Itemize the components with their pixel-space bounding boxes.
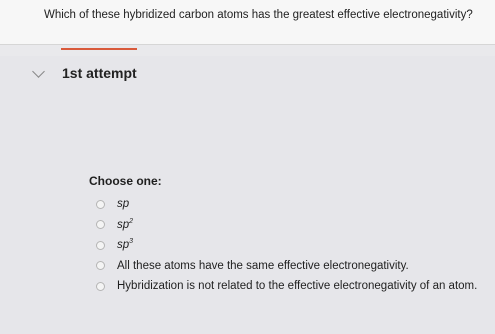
option-label: $sp^3$: [117, 238, 134, 252]
option-label: $sp^2$: [117, 217, 134, 231]
attempt-tab-indicator: [61, 48, 137, 50]
radio-button[interactable]: [96, 200, 105, 209]
option-not-related[interactable]: [96, 276, 477, 297]
choose-one-label: Choose one:: [89, 174, 162, 188]
option-label: Hybridization is not related to the effective electronegativity of an atom.: [117, 280, 478, 293]
radio-button[interactable]: [96, 220, 105, 229]
option-sp2[interactable]: [96, 215, 477, 236]
radio-button[interactable]: [96, 241, 105, 250]
radio-button[interactable]: [96, 282, 105, 291]
option-sp3[interactable]: [96, 235, 477, 256]
question-header: [0, 0, 495, 45]
chevron-down-icon[interactable]: [32, 65, 45, 78]
option-same-electronegativity[interactable]: [96, 256, 477, 277]
option-sp[interactable]: [96, 194, 477, 215]
option-label: All these atoms have the same effective electronegativity.: [117, 259, 409, 272]
attempt-title[interactable]: 1st attempt: [62, 65, 137, 81]
option-label: sp: [117, 198, 130, 211]
question-text: Which of these hybridized carbon atoms has the greatest effective electronegativity?: [44, 9, 473, 21]
answer-options: [96, 194, 477, 297]
radio-button[interactable]: [96, 261, 105, 270]
attempt-section: [0, 56, 495, 334]
